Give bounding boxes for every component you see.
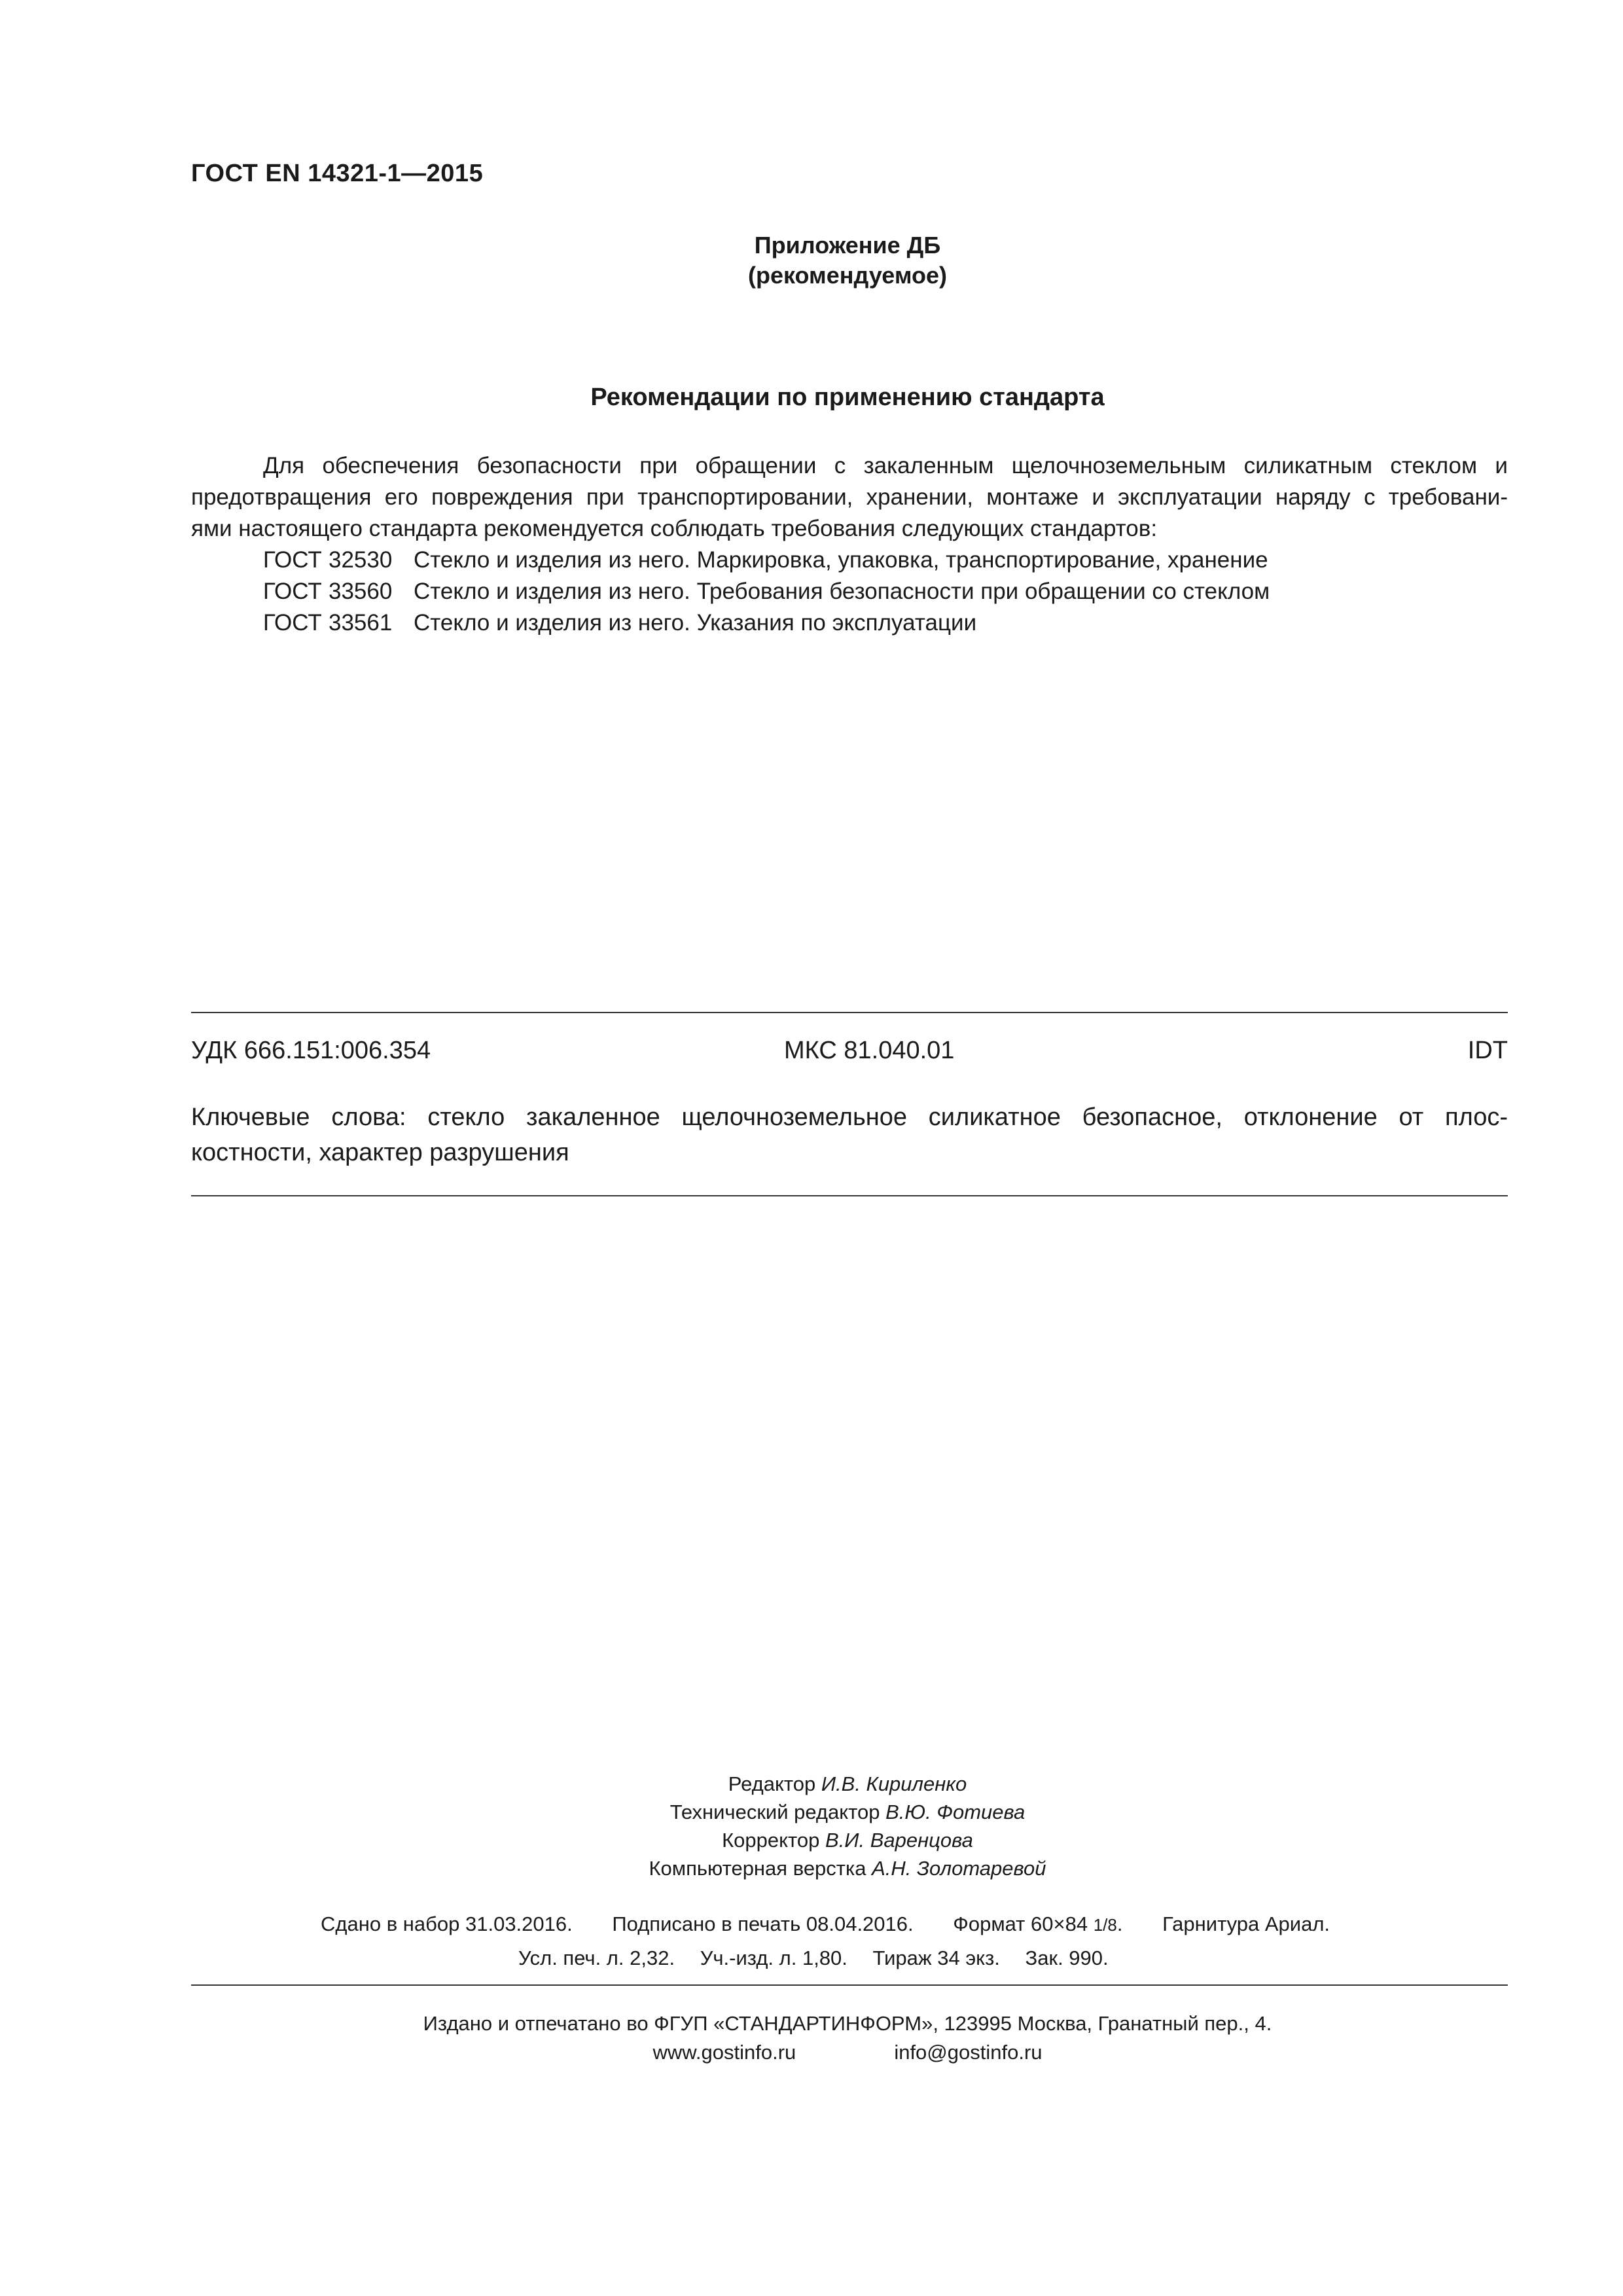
standards-list (263, 545, 1270, 639)
credit-name: И.В. Кириленко (821, 1772, 967, 1795)
print-info-row-1 (321, 1912, 1330, 1936)
annex-title: Приложение ДБ (754, 232, 941, 259)
mks-code: МКС 81.040.01 (784, 1037, 955, 1064)
standard-title: Стекло и изделия из него. Требования безопасности при обращении со стеклом (414, 579, 1270, 604)
standard-title: Стекло и изделия из него. Указания по эксплуатации (414, 610, 977, 636)
keywords-line: Ключевые слова: стекло закаленное щелочноземельное силикатное безопасное, отклонение от плос- (191, 1103, 1508, 1131)
order-number: Зак. 990. (1025, 1946, 1109, 1969)
publisher-website-link[interactable]: www.gostinfo.ru (652, 2041, 796, 2064)
credit-editor (0, 1770, 1623, 1798)
credit-name: А.Н. Золотаревой (872, 1857, 1046, 1880)
annex-status: (рекомендуемое) (748, 262, 947, 289)
standard-number: 32530 (329, 547, 393, 573)
typeset-date: Сдано в набор 31.03.2016. (321, 1912, 573, 1935)
publisher-line: Издано и отпечатано во ФГУП «СТАНДАРТИНФОРМ», 123995 Москва, Гранатный пер., 4. (423, 2012, 1272, 2035)
degree-of-correspondence: IDT (1467, 1037, 1508, 1064)
divider-middle (191, 1195, 1508, 1196)
credit-role: Корректор (722, 1829, 820, 1852)
typeface: Гарнитура Ариал. (1162, 1912, 1330, 1935)
format-suffix: . (1116, 1912, 1123, 1935)
keywords-line: костности, характер разрушения (191, 1139, 569, 1166)
credit-name: В.Ю. Фотиева (885, 1801, 1026, 1823)
list-item (263, 545, 1270, 576)
udc-code: УДК 666.151:006.354 (191, 1037, 431, 1064)
section-title: Рекомендации по применению стандарта (590, 384, 1105, 411)
standard-prefix: ГОСТ (263, 610, 322, 636)
credit-layout (0, 1854, 1623, 1882)
credit-name: В.И. Варенцова (825, 1829, 973, 1852)
credit-technical-editor (0, 1798, 1623, 1826)
standard-prefix: ГОСТ (263, 547, 322, 573)
recommendation-paragraph (191, 450, 1508, 545)
standard-prefix: ГОСТ (263, 579, 322, 604)
divider-bottom (191, 1984, 1508, 1986)
credit-proofreader (0, 1826, 1623, 1854)
paper-format (953, 1912, 1122, 1935)
list-item (263, 607, 1270, 639)
publisher-sheets: Уч.-изд. л. 1,80. (700, 1946, 847, 1969)
format-fraction: 1/8 (1093, 1915, 1117, 1935)
publisher-email-link[interactable]: info@gostinfo.ru (894, 2041, 1043, 2064)
standard-number: 33561 (329, 610, 393, 636)
paragraph-line: Для обеспечения безопасности при обращении с закаленным щелочноземельным силикатным стеклом и (263, 453, 1508, 478)
divider-top (191, 1012, 1508, 1013)
credit-role: Компьютерная верстка (649, 1857, 866, 1880)
standard-title: Стекло и изделия из него. Маркировка, упаковка, транспортирование, хранение (414, 547, 1268, 573)
print-sheets: Усл. печ. л. 2,32. (518, 1946, 675, 1969)
list-item (263, 576, 1270, 607)
credit-role: Редактор (728, 1772, 816, 1795)
print-info-row-2 (518, 1946, 1109, 1970)
paragraph-line: предотвращения его повреждения при транспортировании, хранении, монтаже и эксплуатации наряду с требовани- (191, 484, 1508, 510)
keywords (191, 1100, 1508, 1170)
publisher-block (0, 2009, 1623, 2067)
print-run: Тираж 34 экз. (872, 1946, 1000, 1969)
credits-block (0, 1770, 1623, 1882)
credit-role: Технический редактор (669, 1801, 880, 1823)
format-prefix: Формат 60×84 (953, 1912, 1088, 1935)
paragraph-line: ями настоящего стандарта рекомендуется соблюдать требования следующих стандартов: (191, 516, 1158, 541)
annex-header (0, 230, 1623, 291)
publisher-links (0, 2038, 1623, 2067)
signed-date: Подписано в печать 08.04.2016. (612, 1912, 914, 1935)
document-code: ГОСТ EN 14321-1—2015 (191, 160, 484, 187)
standard-number: 33560 (329, 579, 393, 604)
